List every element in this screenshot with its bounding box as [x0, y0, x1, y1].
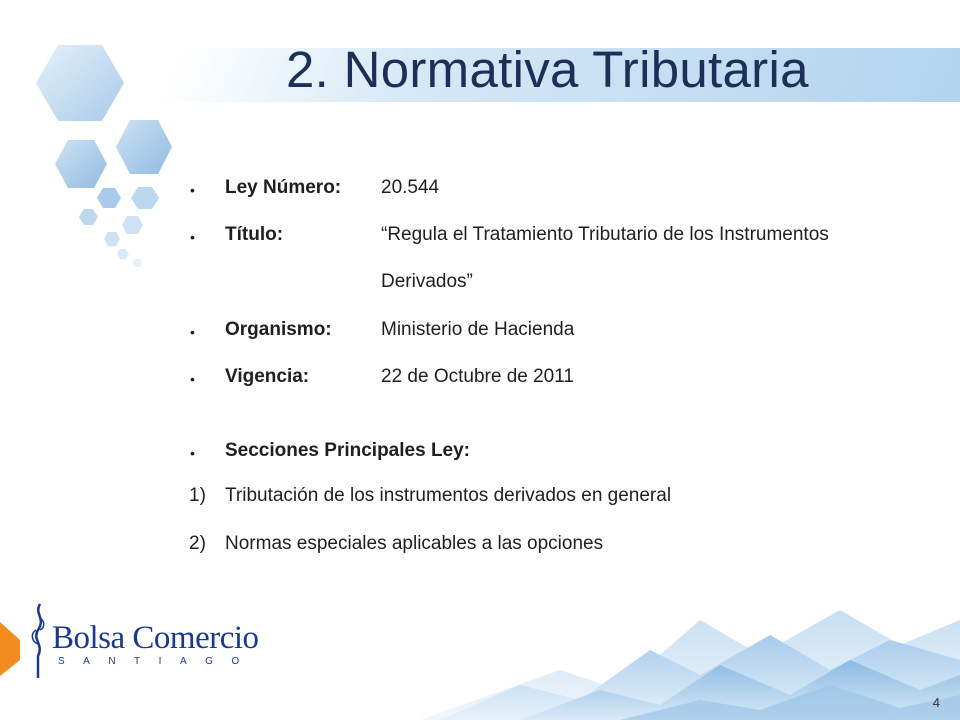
section-number: 1) [189, 485, 206, 506]
bullet-icon: • [190, 324, 195, 340]
hexagon-decoration [0, 0, 200, 280]
field-label: Organismo: [225, 319, 332, 340]
section-number: 2) [189, 533, 206, 554]
field-value-line1: “Regula el Tratamiento Tributario de los Instrumentos [381, 224, 829, 245]
logo-subtitle: SANTIAGO [58, 656, 258, 667]
section-text: Tributación de los instrumentos derivados en general [225, 485, 672, 506]
field-value: 20.544 [381, 177, 440, 198]
field-value: 22 de Octubre de 2011 [381, 366, 574, 387]
sections-heading: Secciones Principales Ley: [225, 440, 471, 461]
logo-name: Bolsa Comercio [52, 620, 259, 656]
section-text: Normas especiales aplicables a las opciones [225, 533, 604, 554]
field-label: Ley Número: [225, 177, 342, 198]
field-label: Título: [225, 224, 284, 245]
field-value-line2: Derivados” [381, 271, 473, 292]
page-title: 2. Normativa Tributaria [286, 41, 809, 98]
logo-emblem-icon [0, 600, 60, 700]
field-value: Ministerio de Hacienda [381, 319, 575, 340]
bullet-icon: • [190, 371, 195, 387]
bullet-icon: • [190, 182, 195, 198]
field-label: Vigencia: [225, 366, 310, 387]
page-number: 4 [932, 695, 940, 710]
bullet-icon: • [190, 445, 195, 461]
bullet-icon: • [190, 229, 195, 245]
